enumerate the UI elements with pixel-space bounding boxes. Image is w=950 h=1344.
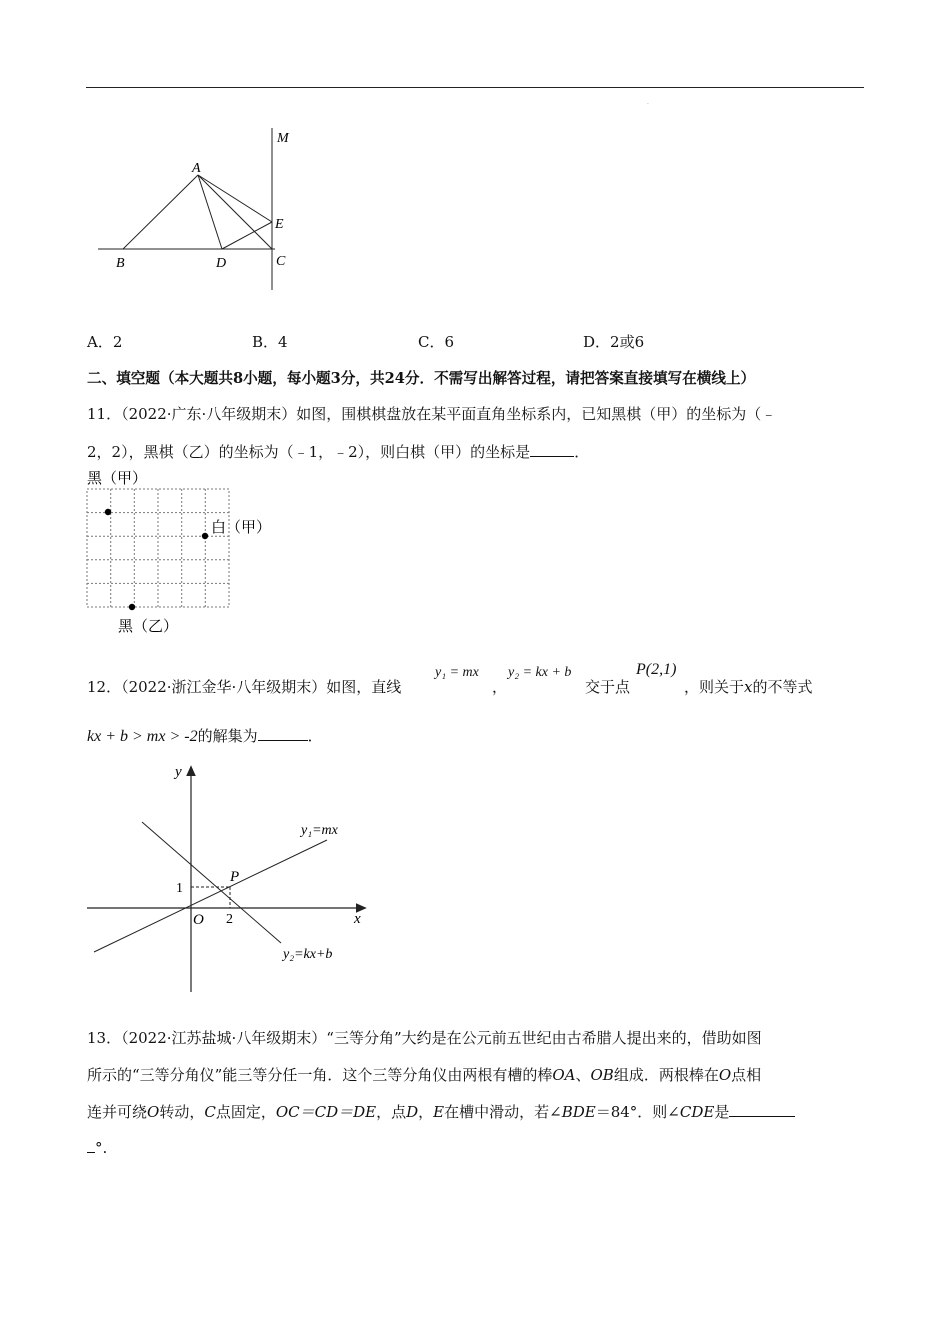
label-a: A: [192, 161, 201, 176]
q13-text3b: 转动，: [159, 1103, 205, 1121]
page-mark: .: [647, 99, 649, 106]
q13-oa: OA: [552, 1066, 576, 1084]
q13-o: O: [718, 1066, 732, 1084]
black-stone-b: [129, 604, 135, 610]
segment-de: [222, 222, 272, 249]
label-c: C: [276, 254, 286, 269]
label-x-axis: x: [354, 911, 361, 927]
board-grid: [87, 489, 229, 607]
q13-line1: [87, 1027, 762, 1048]
option-b: B．4: [252, 333, 288, 351]
q11-line1: [87, 403, 776, 424]
q13-text3d: ，点: [376, 1103, 407, 1121]
label-y1: y₁=mx: [301, 823, 338, 838]
segment-ae: [198, 175, 272, 222]
q11-number: 11．: [87, 405, 122, 423]
line-y2: [142, 822, 281, 943]
q13-sep: 、: [575, 1066, 591, 1084]
option-a: A．2: [87, 333, 123, 351]
q12-point: P(2,1): [636, 661, 677, 678]
q12-inequality: kx + b > mx > -2: [87, 728, 198, 745]
label-m: M: [277, 131, 289, 146]
q12-source: （2022·浙江金华·八年级期末）如图，直线: [121, 678, 402, 696]
go-board-figure: [84, 466, 284, 638]
label-two: 2: [226, 912, 233, 927]
q12-line2: [87, 725, 323, 746]
q13-e: E: [433, 1103, 445, 1121]
q13-text3f: ＝84°．则∠: [595, 1103, 680, 1121]
linear-graph-figure: [84, 760, 374, 995]
q11-answer-blank[interactable]: [530, 442, 574, 457]
label-b: B: [116, 256, 125, 271]
q13-answer-blank[interactable]: [729, 1102, 795, 1117]
white-stone-a: [202, 533, 208, 539]
q12-var-x: x: [744, 678, 753, 696]
q13-text3e: 在槽中滑动，若∠: [444, 1103, 562, 1121]
q11-line2: [87, 441, 589, 462]
label-y-axis: y: [175, 764, 182, 780]
q13-text2c: 点相: [731, 1066, 762, 1084]
q12-tail-text2: 的不等式: [752, 678, 813, 696]
q12-end: ．: [307, 727, 323, 745]
q12-tail: [684, 676, 813, 697]
q13-c: C: [204, 1103, 216, 1121]
q12-ask: 的解集为: [197, 727, 258, 745]
label-white-a: 白（甲）: [211, 518, 272, 536]
label-y2: y₂=kx+b: [283, 947, 333, 962]
q12-y1-formula: y₁ = mx: [435, 665, 479, 680]
section-heading: 二、填空题（本大题共8小题，每小题3分，共24分．不需写出解答过程，请把答案直接填写在横线上）: [87, 370, 756, 387]
label-black-b: 黑（乙）: [118, 617, 179, 635]
q13-comma: ，: [418, 1103, 434, 1121]
q13-o2: O: [147, 1103, 160, 1121]
label-origin: O: [193, 912, 204, 928]
q13-ob: OB: [590, 1066, 614, 1084]
q13-line2: [87, 1064, 761, 1085]
header-rule: [86, 87, 864, 88]
q12-number: 12．: [87, 678, 122, 696]
label-one: 1: [176, 881, 183, 896]
line-y1: [94, 840, 327, 952]
segment-ad: [198, 175, 222, 249]
q12-y2-formula: y₂ = kx + b: [508, 665, 572, 680]
q13-text3g: 是: [714, 1103, 730, 1121]
q13-text3a: 连并可绕: [87, 1103, 148, 1121]
label-d: D: [216, 256, 227, 271]
q11-end: ．: [574, 443, 590, 461]
segment-ab: [123, 175, 198, 249]
q12-comma: ，: [492, 678, 508, 696]
q13-line3: [87, 1101, 795, 1122]
q13-line4: [87, 1138, 107, 1157]
q11-text2: 2，2），黑棋（乙）的坐标为（﹣1，﹣2），则白棋（甲）的坐标是: [87, 443, 531, 461]
black-stone-a: [105, 509, 111, 515]
q12-intersect: 交于点: [585, 678, 631, 696]
q13-answer-blank-cont[interactable]: [87, 1138, 95, 1153]
q13-cde: CDE: [679, 1103, 715, 1121]
q13-degree: °.: [95, 1139, 108, 1157]
label-e: E: [275, 217, 284, 232]
q13-bde: BDE: [561, 1103, 596, 1121]
q13-equation: OC＝CD＝DE: [275, 1103, 377, 1121]
q13-text3c: 点固定，: [215, 1103, 276, 1121]
label-p: P: [230, 869, 240, 885]
q13-text1: （2022·江苏盐城·八年级期末）“三等分角”大约是在公元前五世纪由古希腊人提出来的，借助如图: [121, 1029, 762, 1047]
q13-text2: 所示的“三等分角仪”能三等分任一角．这个三等分角仪由两根有槽的棒: [87, 1066, 553, 1084]
triangle-figure: [90, 122, 310, 297]
segment-ac: [198, 175, 272, 249]
q12-tail-text: ，则关于: [684, 678, 745, 696]
q13-d: D: [406, 1103, 419, 1121]
q12-answer-blank[interactable]: [258, 726, 308, 741]
q13-text2b: 组成．两根棒在: [613, 1066, 719, 1084]
option-d: D．2或6: [583, 333, 645, 351]
option-c: C．6: [418, 333, 455, 351]
q13-number: 13．: [87, 1029, 122, 1047]
q12-line1: [87, 676, 401, 697]
q11-text1: （2022·广东·八年级期末）如图，围棋棋盘放在某平面直角坐标系内，已知黑棋（甲）的坐标为（﹣: [121, 405, 777, 423]
label-black-a: 黑（甲）: [87, 469, 148, 487]
